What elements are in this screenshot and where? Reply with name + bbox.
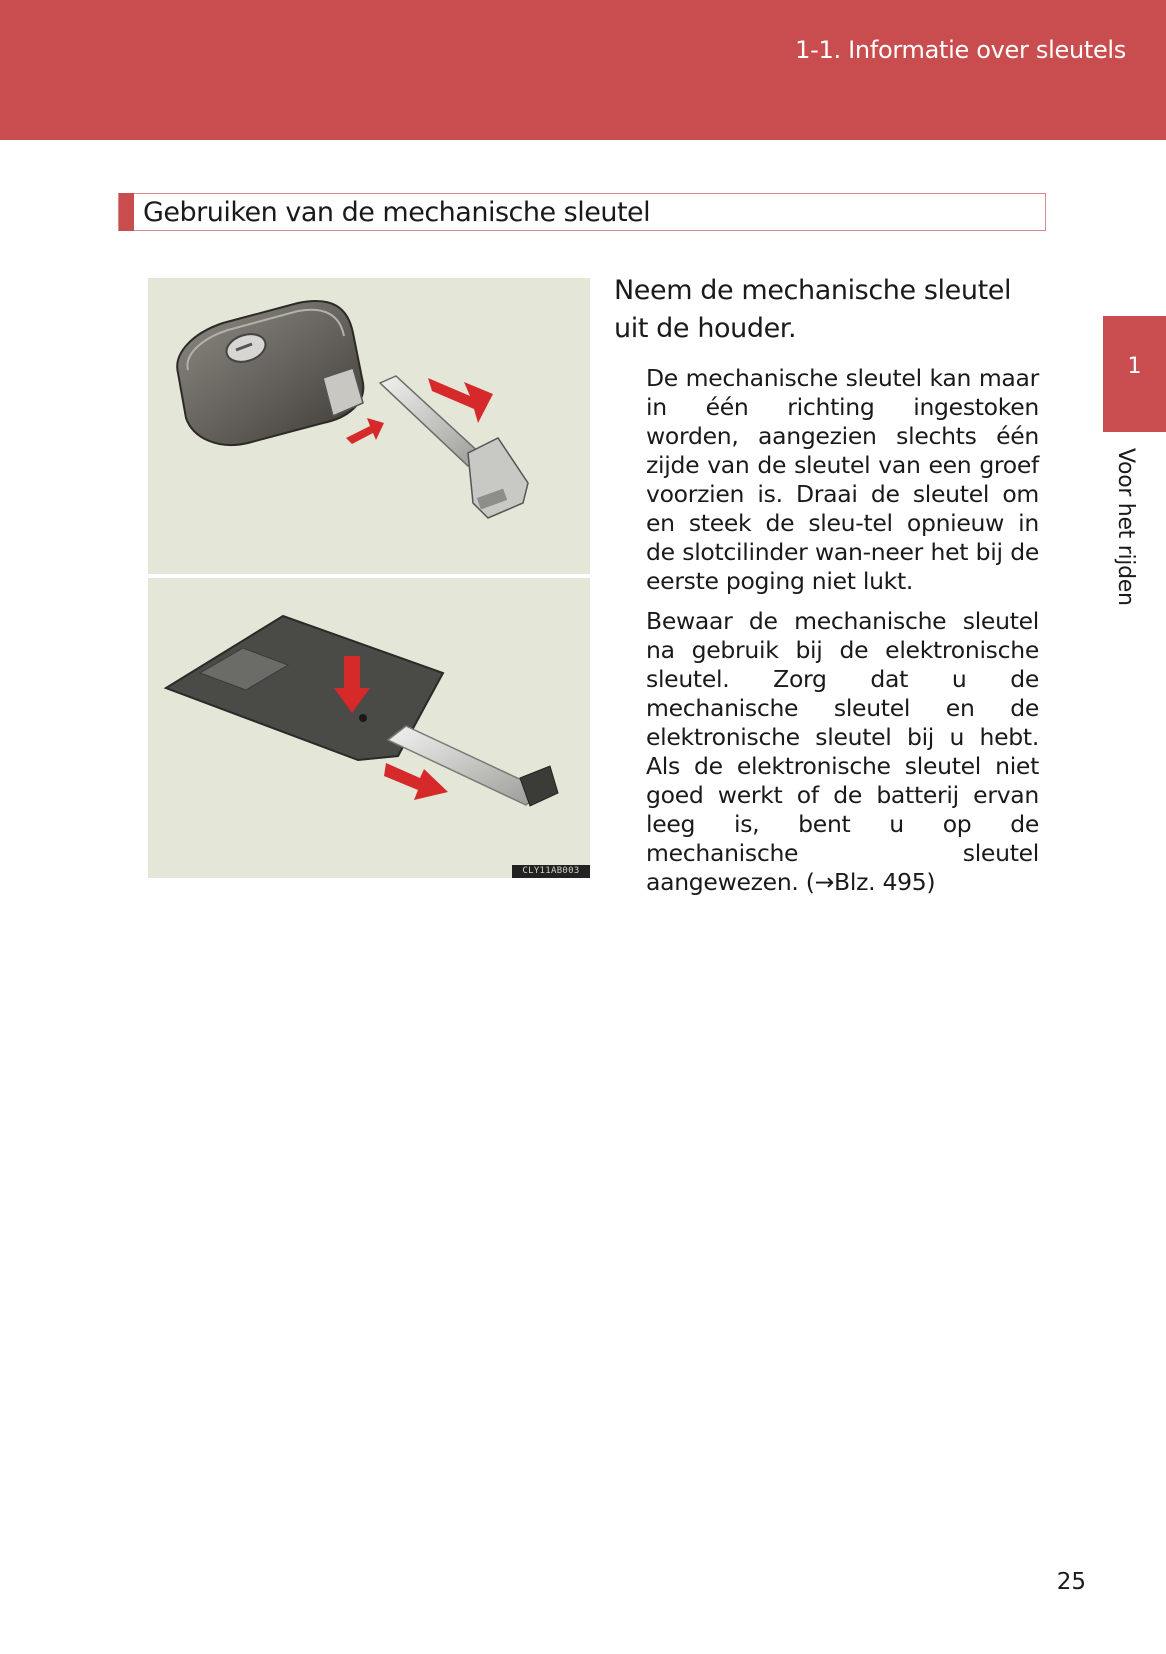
pull-out-arrow [384, 763, 448, 800]
card-key-image [148, 578, 590, 878]
page-number: 25 [1056, 1569, 1086, 1595]
smart-key-image [148, 278, 590, 574]
chapter-tab [1103, 316, 1166, 432]
section-heading [118, 193, 1046, 231]
key-illustration [148, 278, 590, 878]
lead-instruction: Neem de mechanische sleutel uit de houder. [614, 275, 1012, 344]
smart-key-fob [177, 301, 363, 445]
note-paragraph: Bewaar de mechanische sleutel na gebruik bij de elektronische sleutel. Zorg dat u de mechanische sleutel en de elektronische sleutel bij u hebt. Als de elektronische sleutel niet goed werkt of de batterij ervan leeg is, bent u op de mechanische sleutel aangewezen. (→Blz. 495) [646, 607, 1039, 896]
smart-key-panel [148, 278, 590, 574]
chapter-number: 1 [1127, 354, 1142, 379]
card-key-panel [148, 578, 590, 878]
chapter-label-text: Voor het rijden [1113, 448, 1138, 606]
section-accent-bar [119, 193, 134, 231]
chapter-side-label [1108, 448, 1138, 608]
header-band [0, 0, 1166, 140]
chapter-header-title: 1-1. Informatie over sleutels [795, 36, 1126, 64]
mechanical-key-blade [388, 726, 558, 806]
figure-code: CLY11AB003 [512, 865, 590, 878]
note-paragraph: De mechanische sleutel kan maar in één richting ingestoken worden, aangezien slechts één zijde van de sleutel van een groef voorzien is. Draai de sleutel om en steek de sleu-tel opnieuw in de slotcilinder wan-neer het bij de eerste poging niet lukt. [646, 364, 1039, 595]
insert-direction-arrow [346, 418, 384, 444]
section-title: Gebruiken van de mechanische sleutel [143, 197, 651, 228]
content-column [614, 272, 1039, 897]
